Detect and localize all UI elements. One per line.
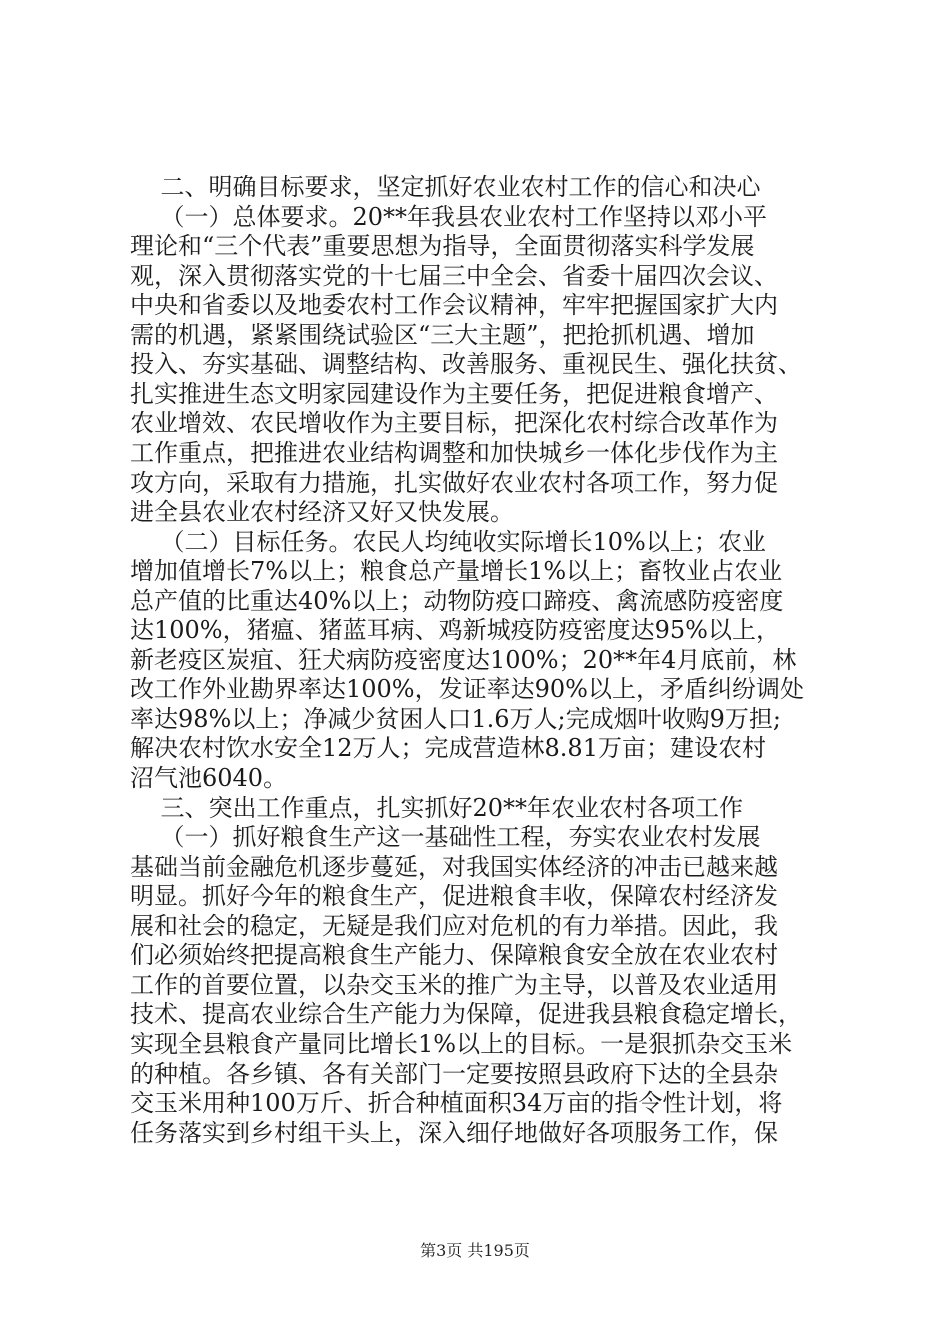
text-line: 交玉米用种100万斤、折合种植面积34万亩的指令性计划，将 xyxy=(130,1089,783,1118)
text-line: 解决农村饮水安全12万人；完成营造林8.81万亩；建设农村 xyxy=(130,734,766,763)
text-line: 攻方向，采取有力措施，扎实做好农业农村各项工作，努力促 xyxy=(130,468,778,497)
text-line: 中央和省委以及地委农村工作会议精神，牢牢把握国家扩大内 xyxy=(130,291,778,320)
text-line: 三、突出工作重点，扎实抓好20**年农业农村各项工作 xyxy=(130,793,744,822)
text-line: 需的机遇，紧紧围绕试验区“三大主题”，把抢抓机遇、增加 xyxy=(130,320,755,349)
text-line: 的种植。各乡镇、各有关部门一定要按照县政府下达的全县杂 xyxy=(130,1059,778,1088)
text-line: 工作的首要位置，以杂交玉米的推广为主导，以普及农业适用 xyxy=(130,970,778,999)
text-line: 率达98%以上；净减少贫困人口1.6万人;完成烟叶收购9万担; xyxy=(130,704,781,733)
text-line: 明显。抓好今年的粮食生产，促进粮食丰收，保障农村经济发 xyxy=(130,882,778,911)
text-line: 实现全县粮食产量同比增长1%以上的目标。一是狠抓杂交玉米 xyxy=(130,1029,793,1058)
text-line: 理论和“三个代表”重要思想为指导，全面贯彻落实科学发展 xyxy=(130,232,755,261)
text-line: 展和社会的稳定，无疑是我们应对危机的有力举措。因此，我 xyxy=(130,911,778,940)
text-line: 总产值的比重达40%以上；动物防疫口蹄疫、禽流感防疫密度 xyxy=(130,586,784,615)
text-line: 基础当前金融危机逐步蔓延，对我国实体经济的冲击已越来越 xyxy=(130,852,778,881)
text-line: 改工作外业勘界率达100%，发证率达90%以上，矛盾纠纷调处 xyxy=(130,675,804,704)
text-line: 工作重点，把推进农业结构调整和加快城乡一体化步伐作为主 xyxy=(130,438,778,467)
text-line: （一）抓好粮食生产这一基础性工程，夯实农业农村发展 xyxy=(130,823,761,852)
page-footer: 第3页 共195页 xyxy=(420,1241,530,1260)
text-line: 技术、提高农业综合生产能力为保障，促进我县粮食稳定增长， xyxy=(130,1000,802,1029)
text-line: 增加值增长7%以上；粮食总产量增长1%以上；畜牧业占农业 xyxy=(130,557,783,586)
text-line: （一）总体要求。20**年我县农业农村工作坚持以邓小平 xyxy=(130,202,768,231)
text-line: 扎实推进生态文明家园建设作为主要任务，把促进粮食增产、 xyxy=(130,379,778,408)
text-line: 农业增效、农民增收作为主要目标，把深化农村综合改革作为 xyxy=(130,409,778,438)
text-line: 投入、夯实基础、调整结构、改善服务、重视民生、强化扶贫、 xyxy=(130,350,802,379)
text-line: 沼气池6040。 xyxy=(130,764,288,792)
text-line: 观，深入贯彻落实党的十七届三中全会、省委十届四次会议、 xyxy=(130,261,778,290)
text-line: （二）目标任务。农民人均纯收实际增长10%以上；农业 xyxy=(130,527,766,556)
text-line: 达100%，猪瘟、猪蓝耳病、鸡新城疫防疫密度达95%以上， xyxy=(130,616,780,645)
text-line: 们必须始终把提高粮食生产能力、保障粮食安全放在农业农村 xyxy=(130,941,778,970)
text-line: 新老疫区炭疽、狂犬病防疫密度达100%；20**年4月底前，林 xyxy=(130,645,797,674)
text-line: 进全县农业农村经济又好又快发展。 xyxy=(130,498,514,527)
text-line: 任务落实到乡村组干头上，深入细仔地做好各项服务工作，保 xyxy=(130,1118,778,1147)
text-line: 二、明确目标要求，坚定抓好农业农村工作的信心和决心 xyxy=(130,173,761,201)
